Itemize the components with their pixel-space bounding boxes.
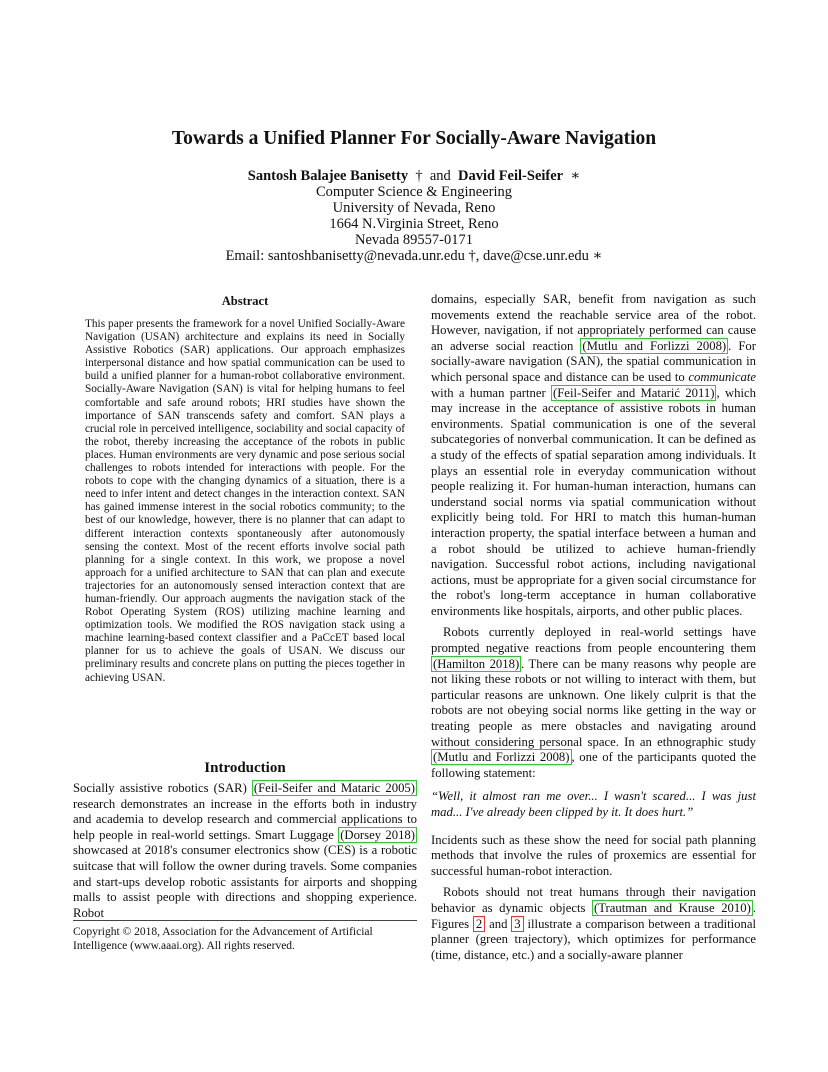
paragraph: Incidents such as these show the need for social path planning methods that involve the rules of proxemics are essential for successful human-robot interaction. xyxy=(431,832,756,878)
affiliation-dept: Computer Science & Engineering xyxy=(315,184,513,200)
author-block xyxy=(0,168,828,264)
paragraph: Robots should not treat humans through their navigation behavior as dynamic objects (Trautman and Krause 2010) . Figures 2 and 3 illustrate a comparison between a traditional planner (green trajectory), which optimizes for performance (time, distance, etc.) and a socially-aware planner xyxy=(431,885,757,962)
citation-link[interactable]: (Mutlu and Forlizzi 2008) xyxy=(433,750,570,765)
affiliation-state: Nevada 89557-0171 xyxy=(355,232,473,248)
paragraph: domains, especially SAR, benefit from navigation as such movements extend the reachable service area of the robot. However, navigation, if not appropriately performed can cause an adverse social reaction (Mutlu and Forlizzi 2008) . For socially-aware navigation (SAN), the spatial communication in which personal space and distance can be used to communicate with a human partner (Feil-Seifer and Matarić 2011) , which may increase in the acceptance of assistive robots in human environments. Spatial communication is one of the several subcategories of nonverbal communication. It can be defined as a study of the effects of spatial separation among individuals. It plays an essential role in everyday communication without people realizing it. For human-human interaction, humans can understand social norms via spatial communication without explicitly being told. For HRI to match this human-human interaction property, the spatial interface between a human and a robot should be utilized to achieve human-friendly navigation. Successful robot actions, including navigational actions, must be appropriate for a given social circumstance for the robot's long-term acceptance in human collaborative environments like hospitals, airports, and other public places. xyxy=(431,292,757,618)
citation-link[interactable]: (Hamilton 2018) xyxy=(433,656,520,671)
author-1: Santosh Balajee Banisetty xyxy=(247,168,409,184)
affiliation-univ: University of Nevada, Reno xyxy=(332,200,496,216)
citation-link[interactable]: (Trautman and Krause 2010) xyxy=(594,900,751,915)
author-names xyxy=(0,168,828,184)
paper-title: Towards a Unified Planner For Socially-Aware Navigation xyxy=(171,128,657,149)
introduction-heading: Introduction xyxy=(204,760,286,776)
citation-link[interactable]: (Feil-Seifer and Mataric 2005) xyxy=(253,781,415,795)
citation-link[interactable]: (Dorsey 2018) xyxy=(340,827,415,842)
figure-link[interactable]: 2 xyxy=(473,916,485,932)
participant-quote: “Well, it almost ran me over... I wasn't scared... I was just mad... I've already been clipped by it. It does hurt.” xyxy=(431,789,756,819)
figure-link[interactable]: 3 xyxy=(511,916,523,932)
citation-link[interactable]: (Mutlu and Forlizzi 2008) xyxy=(582,338,727,353)
paragraph: Robots currently deployed in real-world settings have prompted negative reactions from people encountering them (Hamilton 2018) . There can be many reasons why people are not liking these robots or not willing to interact with them, but particular reasons are unknown. One likely culprit is that the robots are not obeying social norms like getting in the way or treating people as mere obstacles and navigating around without considering personal space. In an ethnographic study (Mutlu and Forlizzi 2008) , one of the participants quoted the following statement: xyxy=(431,625,756,780)
right-column xyxy=(431,292,756,963)
author-2-mark: ∗ xyxy=(566,168,581,184)
abstract-heading: Abstract xyxy=(221,294,269,308)
author-1-mark: † and xyxy=(411,168,455,184)
affiliation-street: 1664 N.Virginia Street, Reno xyxy=(329,216,499,232)
introduction-text: Socially assistive robotics (SAR) (Feil-Seifer and Mataric 2005) research demonstrates an increase in the efforts both in industry and academia to develop research and commercial applications to help people in real-world settings. Smart Luggage (Dorsey 2018) showcased at 2018's consumer electronics show (CES) is a robotic suitcase that will follow the owner during travels. Some companies and start-ups develop robotic assistants for airports and shopping malls to assist people with directions and shopping experience. Robot xyxy=(73,781,417,920)
abstract-text: This paper presents the framework for a novel Unified Socially-Aware Navigation (USAN) architecture and explains its need in Socially Assistive Robotics (SAR) applications. Our approach emphasizes interpersonal distance and how spatial communication can be used to build a unified planner for a human-robot collaborative environment. Socially-Aware Navigation (SAN) is vital for helping humans to feel comfortable and safe around robots; HRI studies have shown the importance of SAN transcends safety and comfort. SAN plays a crucial role in perceived intelligence, sociability and social capacity of the robot, thereby increasing the acceptance of the robots in public places. Human environments are very dynamic and pose serious social challenges to robots intended for interactions with people. For the robots to cope with the changing dynamics of a situation, there is a need to infer intent and detect changes in the interaction context. SAN has gained immense interest in the social robotics community; to the best of our knowledge, however, there is no planner that can adapt to different interaction contexts spontaneously after autonomously sensing the context. Most of the recent efforts involve social path planning for a single context. In this work, we propose a novel approach for a unified architecture to SAN that can plan and execute trajectories for an autonomously sensed interaction context that are human-friendly. Our approach augments the navigation stack of the Robot Operating System (ROS) utilizing machine learning and optimization tools. We modified the ROS navigation stack using a machine learning-based context classifier and a PaCcET based local planner for us to achieve the goals of USAN. We discuss our preliminary results and concrete plans on putting the pieces together in achieving USAN. xyxy=(85,318,405,684)
citation-link[interactable]: (Feil-Seifer and Matarić 2011) xyxy=(553,385,715,400)
author-emails: Email: santoshbanisetty@nevada.unr.edu †, dave@cse.unr.edu ∗ xyxy=(225,248,603,264)
copyright-notice: Copyright © 2018, Association for the Advancement of Artificial Intelligence (www.aaai.org). All rights reserved. xyxy=(73,920,417,953)
author-2: David Feil-Seifer xyxy=(458,168,564,184)
